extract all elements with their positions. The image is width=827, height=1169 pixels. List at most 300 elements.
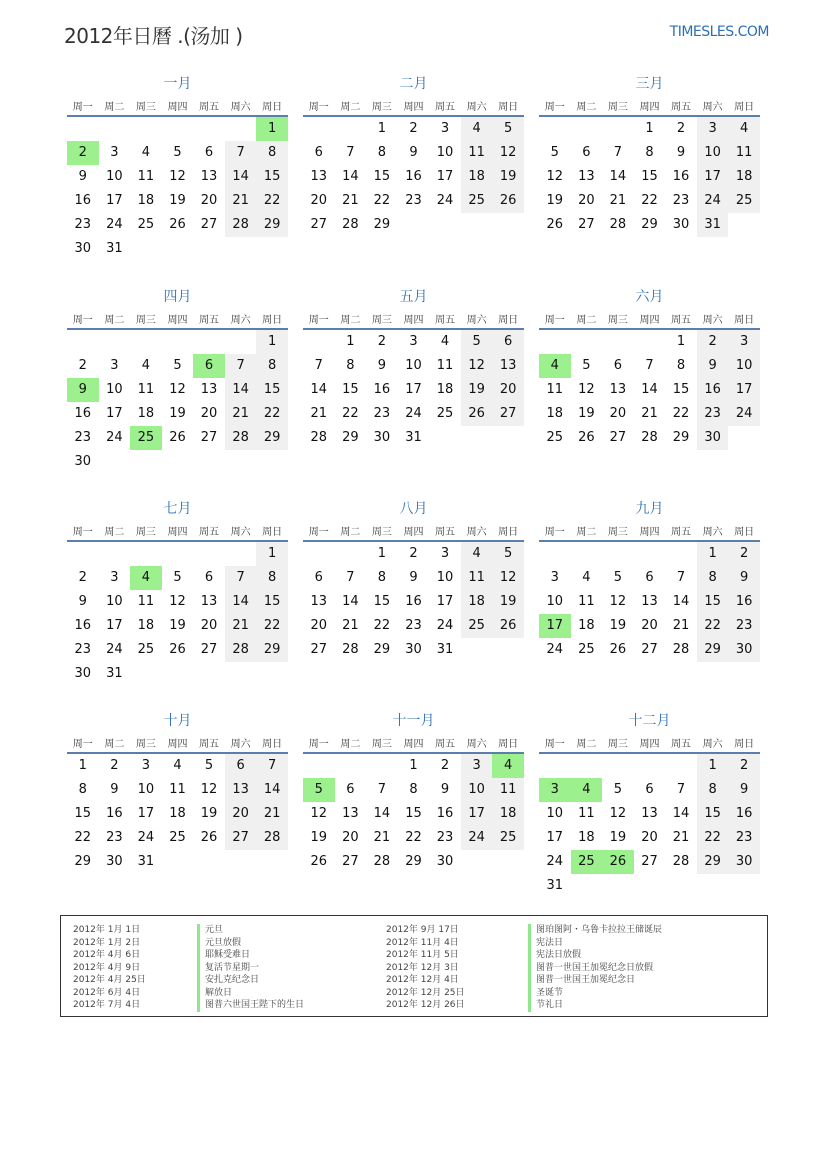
day-cell[interactable]: 7: [225, 141, 257, 165]
day-cell[interactable]: 25: [461, 189, 493, 213]
day-cell[interactable]: 1: [377, 546, 387, 561]
day-cell[interactable]: 9: [78, 169, 87, 184]
holiday-day-cell[interactable]: 4: [571, 778, 603, 802]
day-cell[interactable]: 23: [74, 430, 92, 445]
day-cell[interactable]: 23: [373, 406, 391, 421]
day-cell[interactable]: 25: [169, 830, 186, 845]
day-cell[interactable]: 13: [492, 354, 524, 378]
day-cell[interactable]: 4: [582, 570, 591, 585]
day-cell[interactable]: 14: [310, 382, 328, 397]
day-cell[interactable]: 3: [409, 334, 418, 349]
day-cell[interactable]: 13: [310, 169, 328, 184]
day-cell[interactable]: 19: [461, 378, 493, 402]
day-cell[interactable]: 15: [697, 802, 729, 826]
day-cell[interactable]: 6: [492, 330, 524, 354]
day-cell[interactable]: 8: [645, 145, 654, 160]
day-cell[interactable]: 27: [641, 854, 658, 869]
day-cell[interactable]: 10: [697, 141, 729, 165]
day-cell[interactable]: 15: [256, 378, 288, 402]
day-cell[interactable]: 2: [110, 758, 119, 773]
day-cell[interactable]: 25: [436, 406, 454, 421]
holiday-day-cell[interactable]: 5: [303, 778, 335, 802]
day-cell[interactable]: 13: [200, 594, 218, 609]
day-cell[interactable]: 11: [492, 778, 524, 802]
day-cell[interactable]: 28: [672, 642, 690, 657]
day-cell[interactable]: 8: [409, 782, 418, 797]
day-cell[interactable]: 29: [697, 638, 729, 662]
day-cell[interactable]: 16: [728, 802, 760, 826]
day-cell[interactable]: 18: [578, 618, 595, 633]
day-cell[interactable]: 6: [582, 145, 591, 160]
day-cell[interactable]: 7: [377, 782, 387, 797]
day-cell[interactable]: 11: [578, 806, 595, 821]
day-cell[interactable]: 26: [169, 642, 186, 657]
day-cell[interactable]: 18: [728, 165, 760, 189]
day-cell[interactable]: 20: [641, 830, 658, 845]
holiday-day-cell[interactable]: 2: [67, 141, 99, 165]
day-cell[interactable]: 31: [436, 642, 454, 657]
day-cell[interactable]: 11: [578, 594, 595, 609]
day-cell[interactable]: 20: [609, 406, 627, 421]
holiday-day-cell[interactable]: 1: [256, 117, 288, 141]
day-cell[interactable]: 24: [405, 406, 422, 421]
day-cell[interactable]: 8: [256, 141, 288, 165]
day-cell[interactable]: 16: [728, 590, 760, 614]
day-cell[interactable]: 11: [137, 594, 155, 609]
day-cell[interactable]: 18: [578, 830, 595, 845]
day-cell[interactable]: 22: [342, 406, 359, 421]
day-cell[interactable]: 3: [440, 121, 450, 136]
day-cell[interactable]: 31: [405, 430, 422, 445]
day-cell[interactable]: 1: [697, 754, 729, 778]
day-cell[interactable]: 16: [436, 806, 454, 821]
day-cell[interactable]: 20: [578, 193, 595, 208]
day-cell[interactable]: 30: [74, 241, 92, 256]
day-cell[interactable]: 12: [492, 141, 524, 165]
day-cell[interactable]: 1: [346, 334, 355, 349]
day-cell[interactable]: 20: [200, 193, 218, 208]
day-cell[interactable]: 1: [645, 121, 654, 136]
day-cell[interactable]: 20: [225, 802, 257, 826]
holiday-day-cell[interactable]: 6: [193, 354, 225, 378]
day-cell[interactable]: 12: [200, 782, 218, 797]
day-cell[interactable]: 5: [492, 117, 524, 141]
day-cell[interactable]: 13: [200, 169, 218, 184]
day-cell[interactable]: 27: [225, 826, 257, 850]
day-cell[interactable]: 11: [546, 382, 564, 397]
day-cell[interactable]: 5: [173, 145, 182, 160]
holiday-day-cell[interactable]: 26: [602, 850, 634, 874]
day-cell[interactable]: 7: [314, 358, 323, 373]
day-cell[interactable]: 8: [377, 570, 387, 585]
day-cell[interactable]: 11: [461, 566, 493, 590]
day-cell[interactable]: 18: [137, 193, 155, 208]
day-cell[interactable]: 23: [74, 217, 92, 232]
day-cell[interactable]: 30: [74, 454, 92, 469]
holiday-day-cell[interactable]: 3: [539, 778, 571, 802]
day-cell[interactable]: 18: [546, 406, 564, 421]
day-cell[interactable]: 15: [256, 590, 288, 614]
day-cell[interactable]: 16: [697, 378, 729, 402]
day-cell[interactable]: 29: [256, 638, 288, 662]
day-cell[interactable]: 5: [550, 145, 559, 160]
day-cell[interactable]: 4: [461, 117, 493, 141]
day-cell[interactable]: 12: [461, 354, 493, 378]
day-cell[interactable]: 25: [137, 217, 155, 232]
day-cell[interactable]: 31: [106, 666, 123, 681]
day-cell[interactable]: 8: [256, 566, 288, 590]
day-cell[interactable]: 4: [440, 334, 450, 349]
day-cell[interactable]: 19: [492, 165, 524, 189]
day-cell[interactable]: 21: [225, 402, 257, 426]
day-cell[interactable]: 16: [74, 406, 92, 421]
holiday-day-cell[interactable]: 4: [539, 354, 571, 378]
day-cell[interactable]: 11: [169, 782, 186, 797]
day-cell[interactable]: 3: [110, 570, 119, 585]
day-cell[interactable]: 19: [169, 406, 186, 421]
day-cell[interactable]: 29: [373, 217, 391, 232]
day-cell[interactable]: 23: [728, 826, 760, 850]
day-cell[interactable]: 31: [697, 213, 729, 237]
day-cell[interactable]: 21: [342, 193, 359, 208]
day-cell[interactable]: 29: [74, 854, 92, 869]
day-cell[interactable]: 22: [697, 826, 729, 850]
day-cell[interactable]: 25: [546, 430, 564, 445]
holiday-day-cell[interactable]: 4: [492, 754, 524, 778]
day-cell[interactable]: 6: [645, 570, 654, 585]
day-cell[interactable]: 12: [609, 594, 627, 609]
day-cell[interactable]: 29: [342, 430, 359, 445]
day-cell[interactable]: 16: [672, 169, 690, 184]
day-cell[interactable]: 10: [546, 594, 564, 609]
day-cell[interactable]: 3: [440, 546, 450, 561]
day-cell[interactable]: 28: [342, 642, 359, 657]
day-cell[interactable]: 30: [672, 217, 690, 232]
day-cell[interactable]: 19: [310, 830, 328, 845]
day-cell[interactable]: 23: [672, 193, 690, 208]
holiday-day-cell[interactable]: 25: [130, 426, 162, 450]
day-cell[interactable]: 26: [492, 189, 524, 213]
day-cell[interactable]: 29: [405, 854, 422, 869]
day-cell[interactable]: 15: [672, 382, 690, 397]
day-cell[interactable]: 9: [78, 594, 87, 609]
day-cell[interactable]: 2: [409, 546, 418, 561]
day-cell[interactable]: 5: [173, 358, 182, 373]
day-cell[interactable]: 8: [377, 145, 387, 160]
day-cell[interactable]: 5: [582, 358, 591, 373]
day-cell[interactable]: 10: [137, 782, 155, 797]
day-cell[interactable]: 24: [728, 402, 760, 426]
day-cell[interactable]: 23: [728, 614, 760, 638]
day-cell[interactable]: 26: [200, 830, 218, 845]
day-cell[interactable]: 15: [256, 165, 288, 189]
day-cell[interactable]: 21: [342, 618, 359, 633]
day-cell[interactable]: 19: [200, 806, 218, 821]
day-cell[interactable]: 18: [137, 618, 155, 633]
day-cell[interactable]: 15: [405, 806, 422, 821]
day-cell[interactable]: 8: [697, 778, 729, 802]
day-cell[interactable]: 9: [409, 570, 418, 585]
day-cell[interactable]: 30: [405, 642, 422, 657]
day-cell[interactable]: 9: [110, 782, 119, 797]
day-cell[interactable]: 24: [106, 642, 123, 657]
day-cell[interactable]: 23: [106, 830, 123, 845]
day-cell[interactable]: 22: [405, 830, 422, 845]
day-cell[interactable]: 21: [225, 614, 257, 638]
day-cell[interactable]: 23: [74, 642, 92, 657]
day-cell[interactable]: 28: [672, 854, 690, 869]
day-cell[interactable]: 21: [672, 830, 690, 845]
day-cell[interactable]: 30: [106, 854, 123, 869]
day-cell[interactable]: 22: [373, 193, 391, 208]
day-cell[interactable]: 12: [169, 169, 186, 184]
day-cell[interactable]: 27: [492, 402, 524, 426]
day-cell[interactable]: 18: [461, 590, 493, 614]
day-cell[interactable]: 12: [169, 594, 186, 609]
day-cell[interactable]: 26: [310, 854, 328, 869]
day-cell[interactable]: 16: [74, 193, 92, 208]
day-cell[interactable]: 20: [342, 830, 359, 845]
day-cell[interactable]: 24: [461, 826, 493, 850]
day-cell[interactable]: 29: [256, 213, 288, 237]
day-cell[interactable]: 25: [492, 826, 524, 850]
day-cell[interactable]: 18: [436, 382, 454, 397]
day-cell[interactable]: 16: [405, 594, 422, 609]
day-cell[interactable]: 20: [641, 618, 658, 633]
day-cell[interactable]: 25: [461, 614, 493, 638]
day-cell[interactable]: 22: [672, 406, 690, 421]
day-cell[interactable]: 10: [546, 806, 564, 821]
day-cell[interactable]: 7: [346, 570, 355, 585]
day-cell[interactable]: 14: [225, 590, 257, 614]
day-cell[interactable]: 2: [676, 121, 686, 136]
day-cell[interactable]: 21: [256, 802, 288, 826]
day-cell[interactable]: 12: [310, 806, 328, 821]
day-cell[interactable]: 13: [578, 169, 595, 184]
day-cell[interactable]: 17: [461, 802, 493, 826]
day-cell[interactable]: 6: [613, 358, 623, 373]
day-cell[interactable]: 25: [578, 642, 595, 657]
day-cell[interactable]: 19: [546, 193, 564, 208]
day-cell[interactable]: 24: [436, 193, 454, 208]
day-cell[interactable]: 27: [342, 854, 359, 869]
day-cell[interactable]: 12: [609, 806, 627, 821]
day-cell[interactable]: 3: [550, 570, 559, 585]
day-cell[interactable]: 9: [728, 778, 760, 802]
day-cell[interactable]: 14: [342, 594, 359, 609]
day-cell[interactable]: 1: [78, 758, 87, 773]
day-cell[interactable]: 13: [609, 382, 627, 397]
day-cell[interactable]: 20: [310, 618, 328, 633]
day-cell[interactable]: 24: [697, 189, 729, 213]
day-cell[interactable]: 19: [169, 618, 186, 633]
day-cell[interactable]: 6: [225, 754, 257, 778]
day-cell[interactable]: 5: [461, 330, 493, 354]
day-cell[interactable]: 14: [256, 778, 288, 802]
day-cell[interactable]: 23: [697, 402, 729, 426]
day-cell[interactable]: 20: [200, 406, 218, 421]
day-cell[interactable]: 26: [546, 217, 564, 232]
day-cell[interactable]: 21: [373, 830, 391, 845]
day-cell[interactable]: 15: [373, 169, 391, 184]
day-cell[interactable]: 1: [256, 542, 288, 566]
day-cell[interactable]: 2: [440, 758, 450, 773]
day-cell[interactable]: 1: [676, 334, 686, 349]
day-cell[interactable]: 10: [106, 382, 123, 397]
day-cell[interactable]: 6: [314, 145, 323, 160]
day-cell[interactable]: 3: [141, 758, 151, 773]
day-cell[interactable]: 10: [436, 145, 454, 160]
day-cell[interactable]: 20: [310, 193, 328, 208]
day-cell[interactable]: 4: [728, 117, 760, 141]
day-cell[interactable]: 27: [641, 642, 658, 657]
day-cell[interactable]: 29: [641, 217, 658, 232]
day-cell[interactable]: 26: [609, 642, 627, 657]
day-cell[interactable]: 25: [137, 642, 155, 657]
day-cell[interactable]: 7: [676, 782, 686, 797]
day-cell[interactable]: 18: [169, 806, 186, 821]
day-cell[interactable]: 6: [645, 782, 654, 797]
day-cell[interactable]: 26: [169, 217, 186, 232]
day-cell[interactable]: 30: [373, 430, 391, 445]
day-cell[interactable]: 22: [74, 830, 92, 845]
day-cell[interactable]: 31: [106, 241, 123, 256]
day-cell[interactable]: 21: [641, 406, 658, 421]
day-cell[interactable]: 15: [641, 169, 658, 184]
day-cell[interactable]: 2: [78, 358, 87, 373]
day-cell[interactable]: 31: [546, 878, 564, 893]
day-cell[interactable]: 1: [377, 121, 387, 136]
day-cell[interactable]: 2: [409, 121, 418, 136]
day-cell[interactable]: 17: [546, 830, 564, 845]
day-cell[interactable]: 8: [676, 358, 686, 373]
day-cell[interactable]: 9: [697, 354, 729, 378]
day-cell[interactable]: 22: [256, 614, 288, 638]
day-cell[interactable]: 3: [461, 754, 493, 778]
day-cell[interactable]: 2: [728, 754, 760, 778]
day-cell[interactable]: 3: [110, 145, 119, 160]
day-cell[interactable]: 10: [436, 570, 454, 585]
day-cell[interactable]: 6: [346, 782, 355, 797]
day-cell[interactable]: 15: [74, 806, 92, 821]
day-cell[interactable]: 28: [256, 826, 288, 850]
day-cell[interactable]: 24: [546, 642, 564, 657]
day-cell[interactable]: 20: [200, 618, 218, 633]
day-cell[interactable]: 20: [492, 378, 524, 402]
day-cell[interactable]: 14: [342, 169, 359, 184]
day-cell[interactable]: 10: [106, 594, 123, 609]
day-cell[interactable]: 29: [672, 430, 690, 445]
day-cell[interactable]: 15: [697, 590, 729, 614]
day-cell[interactable]: 28: [225, 213, 257, 237]
day-cell[interactable]: 12: [578, 382, 595, 397]
holiday-day-cell[interactable]: 25: [571, 850, 603, 874]
day-cell[interactable]: 14: [609, 169, 627, 184]
day-cell[interactable]: 14: [225, 165, 257, 189]
day-cell[interactable]: 19: [492, 590, 524, 614]
day-cell[interactable]: 31: [137, 854, 155, 869]
day-cell[interactable]: 27: [200, 642, 218, 657]
day-cell[interactable]: 3: [697, 117, 729, 141]
day-cell[interactable]: 21: [672, 618, 690, 633]
day-cell[interactable]: 12: [546, 169, 564, 184]
day-cell[interactable]: 6: [204, 145, 214, 160]
day-cell[interactable]: 27: [310, 217, 328, 232]
day-cell[interactable]: 28: [310, 430, 328, 445]
day-cell[interactable]: 5: [492, 542, 524, 566]
day-cell[interactable]: 18: [492, 802, 524, 826]
day-cell[interactable]: 2: [697, 330, 729, 354]
day-cell[interactable]: 8: [346, 358, 355, 373]
day-cell[interactable]: 23: [436, 830, 454, 845]
day-cell[interactable]: 7: [346, 145, 355, 160]
day-cell[interactable]: 19: [578, 406, 595, 421]
day-cell[interactable]: 21: [609, 193, 627, 208]
day-cell[interactable]: 7: [256, 754, 288, 778]
day-cell[interactable]: 15: [342, 382, 359, 397]
day-cell[interactable]: 12: [169, 382, 186, 397]
day-cell[interactable]: 22: [641, 193, 658, 208]
day-cell[interactable]: 1: [697, 542, 729, 566]
day-cell[interactable]: 5: [173, 570, 182, 585]
day-cell[interactable]: 30: [697, 426, 729, 450]
holiday-day-cell[interactable]: 17: [539, 614, 571, 638]
day-cell[interactable]: 26: [461, 402, 493, 426]
day-cell[interactable]: 8: [697, 566, 729, 590]
day-cell[interactable]: 26: [169, 430, 186, 445]
day-cell[interactable]: 24: [106, 217, 123, 232]
day-cell[interactable]: 14: [373, 806, 391, 821]
day-cell[interactable]: 26: [492, 614, 524, 638]
day-cell[interactable]: 22: [373, 618, 391, 633]
day-cell[interactable]: 13: [200, 382, 218, 397]
day-cell[interactable]: 11: [436, 358, 454, 373]
day-cell[interactable]: 28: [373, 854, 391, 869]
day-cell[interactable]: 15: [373, 594, 391, 609]
day-cell[interactable]: 13: [310, 594, 328, 609]
day-cell[interactable]: 27: [609, 430, 627, 445]
day-cell[interactable]: 24: [436, 618, 454, 633]
day-cell[interactable]: 9: [676, 145, 686, 160]
day-cell[interactable]: 17: [137, 806, 155, 821]
day-cell[interactable]: 14: [672, 594, 690, 609]
day-cell[interactable]: 30: [436, 854, 454, 869]
day-cell[interactable]: 23: [405, 618, 422, 633]
day-cell[interactable]: 7: [225, 354, 257, 378]
day-cell[interactable]: 28: [225, 638, 257, 662]
day-cell[interactable]: 27: [578, 217, 595, 232]
day-cell[interactable]: 9: [728, 566, 760, 590]
day-cell[interactable]: 11: [137, 169, 155, 184]
day-cell[interactable]: 11: [728, 141, 760, 165]
day-cell[interactable]: 16: [405, 169, 422, 184]
day-cell[interactable]: 7: [645, 358, 654, 373]
day-cell[interactable]: 5: [613, 570, 623, 585]
day-cell[interactable]: 5: [204, 758, 214, 773]
day-cell[interactable]: 9: [440, 782, 450, 797]
day-cell[interactable]: 13: [342, 806, 359, 821]
day-cell[interactable]: 10: [461, 778, 493, 802]
day-cell[interactable]: 7: [676, 570, 686, 585]
day-cell[interactable]: 4: [141, 145, 151, 160]
day-cell[interactable]: 21: [225, 189, 257, 213]
day-cell[interactable]: 8: [78, 782, 87, 797]
day-cell[interactable]: 25: [728, 189, 760, 213]
day-cell[interactable]: 30: [728, 850, 760, 874]
day-cell[interactable]: 8: [256, 354, 288, 378]
day-cell[interactable]: 24: [137, 830, 155, 845]
day-cell[interactable]: 13: [641, 594, 658, 609]
